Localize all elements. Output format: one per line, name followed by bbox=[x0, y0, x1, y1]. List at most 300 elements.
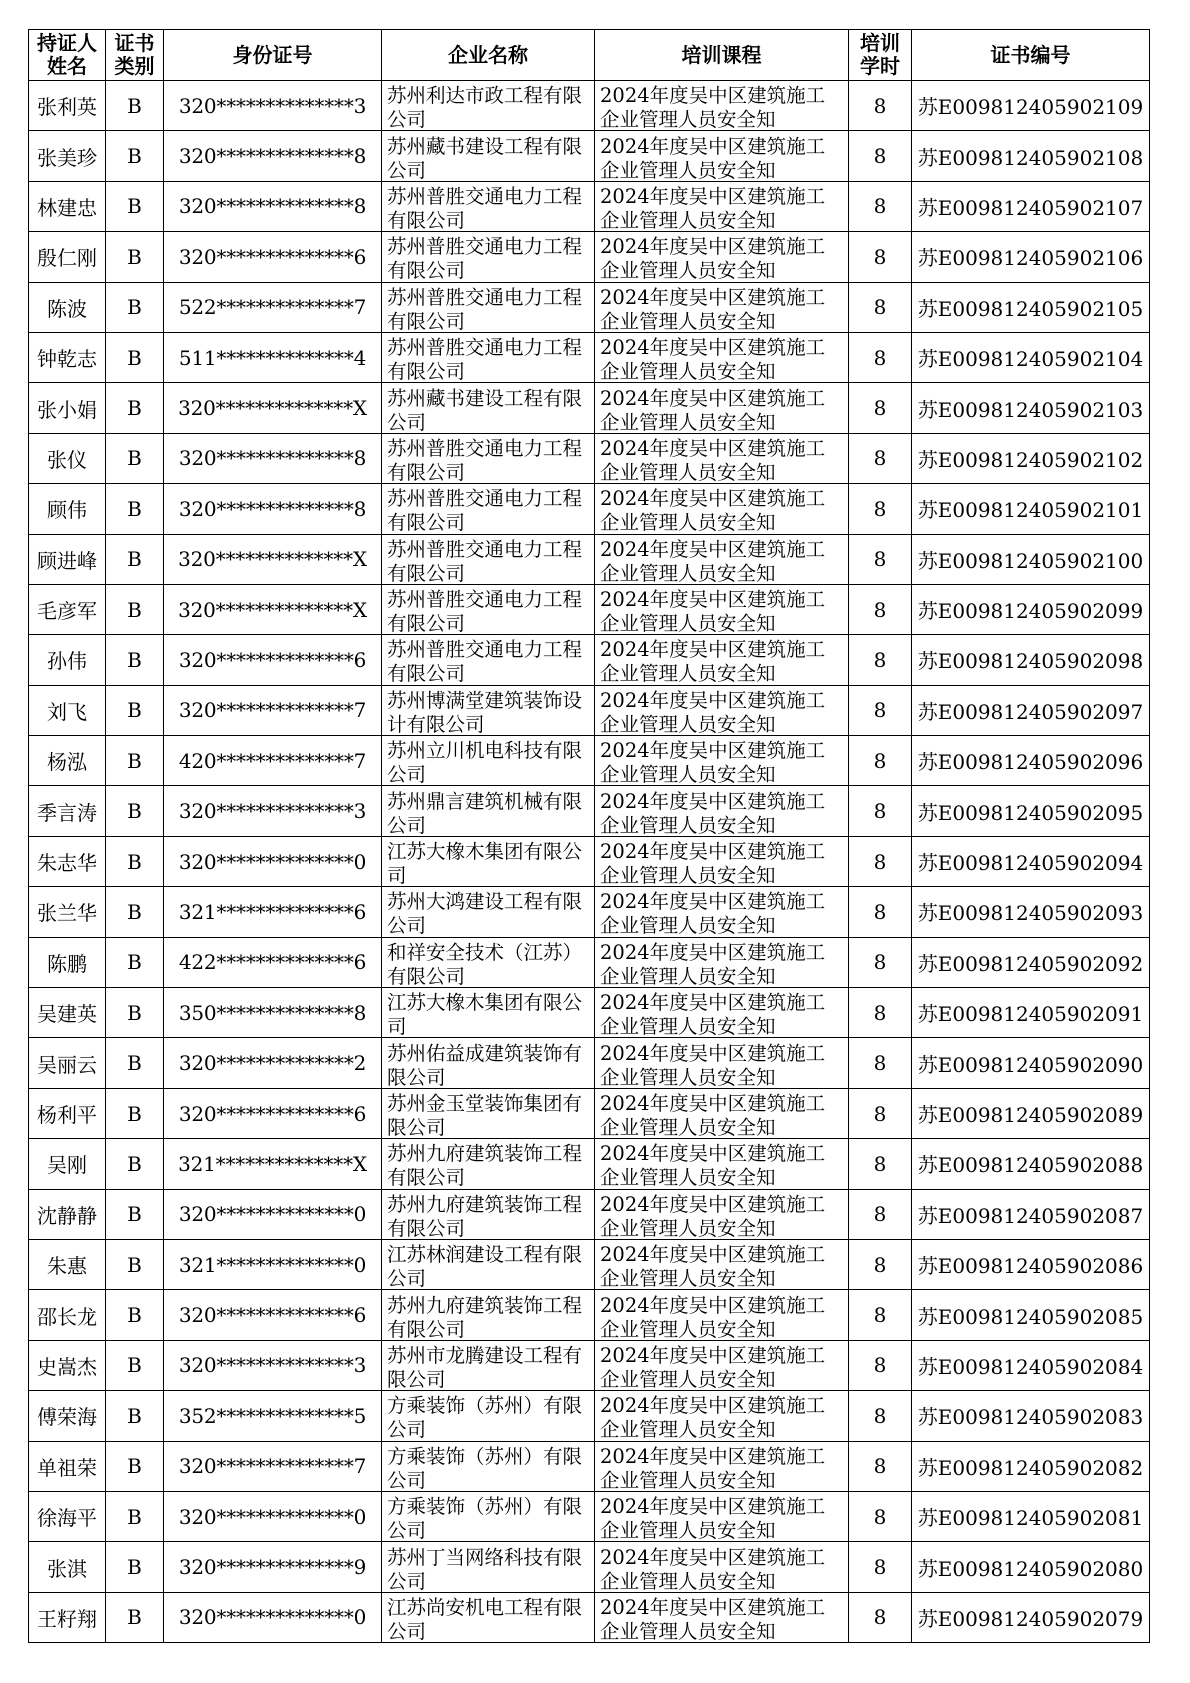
company-cell-text: 江苏大橡木集团有限公司 bbox=[387, 840, 583, 886]
company-cell-text: 苏州普胜交通电力工程有限公司 bbox=[387, 638, 583, 684]
company-cell-text: 苏州九府建筑装饰工程有限公司 bbox=[387, 1142, 583, 1188]
course-cell bbox=[595, 332, 849, 382]
cert-number-cell: 苏E009812405902105 bbox=[912, 282, 1150, 332]
course-cell bbox=[595, 1038, 849, 1088]
cert-type-cell: B bbox=[106, 383, 164, 433]
header-row bbox=[29, 30, 1150, 81]
table-row bbox=[29, 685, 1150, 735]
company-cell-text: 苏州立川机电科技有限公司 bbox=[387, 739, 583, 785]
holder-name-cell: 顾伟 bbox=[29, 484, 106, 534]
course-cell bbox=[595, 1592, 849, 1642]
course-cell bbox=[595, 1491, 849, 1541]
company-cell-text: 苏州佑益成建筑装饰有限公司 bbox=[387, 1041, 583, 1087]
course-cell bbox=[595, 131, 849, 181]
company-cell-text: 苏州市龙腾建设工程有限公司 bbox=[387, 1343, 583, 1389]
cert-type-cell: B bbox=[106, 1542, 164, 1592]
course-cell bbox=[595, 1340, 849, 1390]
id-number-cell: 320**************3 bbox=[164, 81, 382, 131]
hours-cell: 8 bbox=[849, 534, 912, 584]
hours-cell: 8 bbox=[849, 232, 912, 282]
course-cell bbox=[595, 1239, 849, 1289]
course-cell-text: 2024年度吴中区建筑施工企业管理人员安全知 bbox=[600, 1545, 826, 1591]
header-company: 企业名称 bbox=[382, 30, 595, 81]
cert-type-cell: B bbox=[106, 1491, 164, 1541]
course-cell-text: 2024年度吴中区建筑施工企业管理人员安全知 bbox=[600, 1394, 826, 1440]
cert-type-cell: B bbox=[106, 1239, 164, 1289]
table-row bbox=[29, 1542, 1150, 1592]
cert-number-cell: 苏E009812405902079 bbox=[912, 1592, 1150, 1642]
hours-cell: 8 bbox=[849, 433, 912, 483]
header-cert-number: 证书编号 bbox=[912, 30, 1150, 81]
course-cell bbox=[595, 534, 849, 584]
course-cell-text: 2024年度吴中区建筑施工企业管理人员安全知 bbox=[600, 1243, 826, 1289]
hours-cell: 8 bbox=[849, 1239, 912, 1289]
course-cell-text: 2024年度吴中区建筑施工企业管理人员安全知 bbox=[600, 588, 826, 634]
course-cell bbox=[595, 1441, 849, 1491]
company-cell-text: 苏州金玉堂装饰集团有限公司 bbox=[387, 1092, 583, 1137]
holder-name-cell: 孙伟 bbox=[29, 635, 106, 685]
cert-number-cell: 苏E009812405902086 bbox=[912, 1239, 1150, 1289]
id-number-cell: 320**************8 bbox=[164, 181, 382, 231]
holder-name-cell: 沈静静 bbox=[29, 1189, 106, 1239]
company-cell bbox=[382, 1340, 595, 1390]
course-cell-text: 2024年度吴中区建筑施工企业管理人员安全知 bbox=[600, 940, 826, 986]
table-row bbox=[29, 1290, 1150, 1340]
company-cell-text: 苏州九府建筑装饰工程有限公司 bbox=[387, 1293, 583, 1339]
holder-name-cell: 殷仁刚 bbox=[29, 232, 106, 282]
id-number-cell: 350**************8 bbox=[164, 988, 382, 1038]
company-cell-text: 江苏大橡木集团有限公司 bbox=[387, 991, 583, 1037]
hours-cell: 8 bbox=[849, 1189, 912, 1239]
company-cell-text: 苏州九府建筑装饰工程有限公司 bbox=[387, 1192, 583, 1238]
company-cell bbox=[382, 1491, 595, 1541]
cert-type-cell: B bbox=[106, 635, 164, 685]
company-cell bbox=[382, 786, 595, 836]
course-cell-text: 2024年度吴中区建筑施工企业管理人员安全知 bbox=[600, 336, 826, 382]
course-cell bbox=[595, 1189, 849, 1239]
holder-name-cell: 单祖荣 bbox=[29, 1441, 106, 1491]
cert-type-cell: B bbox=[106, 81, 164, 131]
table-row bbox=[29, 1592, 1150, 1642]
holder-name-cell: 朱志华 bbox=[29, 836, 106, 886]
company-cell-text: 苏州大鸿建设工程有限公司 bbox=[387, 890, 583, 936]
course-cell-text: 2024年度吴中区建筑施工企业管理人员安全知 bbox=[600, 134, 826, 180]
course-cell-text: 2024年度吴中区建筑施工企业管理人员安全知 bbox=[600, 739, 826, 785]
company-cell bbox=[382, 81, 595, 131]
company-cell-text: 苏州普胜交通电力工程有限公司 bbox=[387, 588, 583, 634]
cert-number-cell: 苏E009812405902080 bbox=[912, 1542, 1150, 1592]
hours-cell: 8 bbox=[849, 937, 912, 987]
cert-number-cell: 苏E009812405902090 bbox=[912, 1038, 1150, 1088]
table-header bbox=[29, 30, 1150, 81]
cert-type-cell: B bbox=[106, 282, 164, 332]
holder-name-cell: 吴丽云 bbox=[29, 1038, 106, 1088]
hours-cell: 8 bbox=[849, 131, 912, 181]
holder-name-cell: 吴刚 bbox=[29, 1139, 106, 1189]
table-row bbox=[29, 383, 1150, 433]
id-number-cell: 320**************X bbox=[164, 534, 382, 584]
id-number-cell: 320**************6 bbox=[164, 232, 382, 282]
cert-type-cell: B bbox=[106, 685, 164, 735]
table-row bbox=[29, 1038, 1150, 1088]
course-cell-text: 2024年度吴中区建筑施工企业管理人员安全知 bbox=[600, 1192, 826, 1238]
company-cell bbox=[382, 1239, 595, 1289]
cert-number-cell: 苏E009812405902092 bbox=[912, 937, 1150, 987]
company-cell-text: 方乘装饰（苏州）有限公司 bbox=[387, 1394, 583, 1440]
table-row bbox=[29, 81, 1150, 131]
hours-cell: 8 bbox=[849, 181, 912, 231]
id-number-cell: 320**************3 bbox=[164, 786, 382, 836]
course-cell-text: 2024年度吴中区建筑施工企业管理人员安全知 bbox=[600, 688, 826, 734]
company-cell bbox=[382, 1088, 595, 1138]
course-cell bbox=[595, 181, 849, 231]
course-cell bbox=[595, 232, 849, 282]
cert-type-cell: B bbox=[106, 1189, 164, 1239]
cert-type-cell: B bbox=[106, 484, 164, 534]
header-holder-name bbox=[29, 30, 106, 81]
holder-name-cell: 钟乾志 bbox=[29, 332, 106, 382]
table-row bbox=[29, 1391, 1150, 1441]
company-cell bbox=[382, 887, 595, 937]
hours-cell: 8 bbox=[849, 836, 912, 886]
cert-number-cell: 苏E009812405902097 bbox=[912, 685, 1150, 735]
hours-cell: 8 bbox=[849, 584, 912, 634]
hours-cell: 8 bbox=[849, 1038, 912, 1088]
hours-cell: 8 bbox=[849, 282, 912, 332]
company-cell bbox=[382, 836, 595, 886]
company-cell-text: 苏州普胜交通电力工程有限公司 bbox=[387, 537, 583, 583]
cert-type-cell: B bbox=[106, 1088, 164, 1138]
cert-number-cell: 苏E009812405902104 bbox=[912, 332, 1150, 382]
cert-type-cell: B bbox=[106, 786, 164, 836]
course-cell bbox=[595, 484, 849, 534]
cert-number-cell: 苏E009812405902106 bbox=[912, 232, 1150, 282]
course-cell-text: 2024年度吴中区建筑施工企业管理人员安全知 bbox=[600, 436, 826, 482]
hours-cell: 8 bbox=[849, 685, 912, 735]
course-cell-text: 2024年度吴中区建筑施工企业管理人员安全知 bbox=[600, 1041, 826, 1087]
table-row bbox=[29, 484, 1150, 534]
table-row bbox=[29, 1189, 1150, 1239]
holder-name-cell: 林建忠 bbox=[29, 181, 106, 231]
course-cell-text: 2024年度吴中区建筑施工企业管理人员安全知 bbox=[600, 840, 826, 886]
company-cell-text: 江苏林润建设工程有限公司 bbox=[387, 1243, 583, 1289]
cert-type-cell: B bbox=[106, 1038, 164, 1088]
course-cell-text: 2024年度吴中区建筑施工企业管理人员安全知 bbox=[600, 1092, 826, 1137]
table-row bbox=[29, 1491, 1150, 1541]
cert-number-cell: 苏E009812405902103 bbox=[912, 383, 1150, 433]
company-cell bbox=[382, 181, 595, 231]
company-cell bbox=[382, 1592, 595, 1642]
cert-number-cell: 苏E009812405902108 bbox=[912, 131, 1150, 181]
course-cell-text: 2024年度吴中区建筑施工企业管理人员安全知 bbox=[600, 1343, 826, 1389]
id-number-cell: 320**************3 bbox=[164, 1340, 382, 1390]
holder-name-cell: 季言涛 bbox=[29, 786, 106, 836]
company-cell bbox=[382, 736, 595, 786]
id-number-cell: 320**************6 bbox=[164, 1088, 382, 1138]
cert-number-cell: 苏E009812405902094 bbox=[912, 836, 1150, 886]
cert-type-cell: B bbox=[106, 433, 164, 483]
header-hours-label: 培训学时 bbox=[860, 31, 900, 78]
holder-name-cell: 顾进峰 bbox=[29, 534, 106, 584]
cert-type-cell: B bbox=[106, 1441, 164, 1491]
cert-type-cell: B bbox=[106, 181, 164, 231]
course-cell bbox=[595, 836, 849, 886]
hours-cell: 8 bbox=[849, 1491, 912, 1541]
holder-name-cell: 杨利平 bbox=[29, 1088, 106, 1138]
hours-cell: 8 bbox=[849, 383, 912, 433]
cert-type-cell: B bbox=[106, 1340, 164, 1390]
cert-type-cell: B bbox=[106, 131, 164, 181]
course-cell-text: 2024年度吴中区建筑施工企业管理人员安全知 bbox=[600, 991, 826, 1037]
holder-name-cell: 史嵩杰 bbox=[29, 1340, 106, 1390]
hours-cell: 8 bbox=[849, 1088, 912, 1138]
id-number-cell: 352**************5 bbox=[164, 1391, 382, 1441]
id-number-cell: 420**************7 bbox=[164, 736, 382, 786]
course-cell-text: 2024年度吴中区建筑施工企业管理人员安全知 bbox=[600, 487, 826, 533]
cert-type-cell: B bbox=[106, 534, 164, 584]
holder-name-cell: 陈波 bbox=[29, 282, 106, 332]
cert-number-cell: 苏E009812405902087 bbox=[912, 1189, 1150, 1239]
header-cert-type-label: 证书类别 bbox=[114, 31, 155, 78]
course-cell-text: 2024年度吴中区建筑施工企业管理人员安全知 bbox=[600, 285, 826, 331]
company-cell bbox=[382, 383, 595, 433]
course-cell bbox=[595, 1542, 849, 1592]
course-cell-text: 2024年度吴中区建筑施工企业管理人员安全知 bbox=[600, 638, 826, 684]
table-row bbox=[29, 232, 1150, 282]
hours-cell: 8 bbox=[849, 736, 912, 786]
course-cell bbox=[595, 1290, 849, 1340]
holder-name-cell: 徐海平 bbox=[29, 1491, 106, 1541]
course-cell-text: 2024年度吴中区建筑施工企业管理人员安全知 bbox=[600, 235, 826, 281]
hours-cell: 8 bbox=[849, 635, 912, 685]
table-row bbox=[29, 736, 1150, 786]
course-cell bbox=[595, 937, 849, 987]
holder-name-cell: 朱惠 bbox=[29, 1239, 106, 1289]
company-cell-text: 方乘装饰（苏州）有限公司 bbox=[387, 1444, 583, 1490]
table-row bbox=[29, 1441, 1150, 1491]
holder-name-cell: 邵长龙 bbox=[29, 1290, 106, 1340]
id-number-cell: 320**************0 bbox=[164, 836, 382, 886]
hours-cell: 8 bbox=[849, 1340, 912, 1390]
header-holder-name-label: 持证人姓名 bbox=[37, 31, 97, 78]
course-cell-text: 2024年度吴中区建筑施工企业管理人员安全知 bbox=[600, 1293, 826, 1339]
header-hours bbox=[849, 30, 912, 81]
hours-cell: 8 bbox=[849, 1542, 912, 1592]
hours-cell: 8 bbox=[849, 786, 912, 836]
company-cell-text: 苏州普胜交通电力工程有限公司 bbox=[387, 487, 583, 533]
id-number-cell: 320**************0 bbox=[164, 1189, 382, 1239]
header-course: 培训课程 bbox=[595, 30, 849, 81]
company-cell bbox=[382, 131, 595, 181]
company-cell bbox=[382, 232, 595, 282]
course-cell-text: 2024年度吴中区建筑施工企业管理人员安全知 bbox=[600, 1444, 826, 1490]
cert-number-cell: 苏E009812405902101 bbox=[912, 484, 1150, 534]
table-row bbox=[29, 635, 1150, 685]
course-cell bbox=[595, 786, 849, 836]
id-number-cell: 511**************4 bbox=[164, 332, 382, 382]
cert-number-cell: 苏E009812405902089 bbox=[912, 1088, 1150, 1138]
cert-type-cell: B bbox=[106, 1391, 164, 1441]
company-cell bbox=[382, 937, 595, 987]
certificate-table bbox=[28, 29, 1150, 1643]
holder-name-cell: 张仪 bbox=[29, 433, 106, 483]
company-cell-text: 苏州普胜交通电力工程有限公司 bbox=[387, 285, 583, 331]
table-row bbox=[29, 836, 1150, 886]
hours-cell: 8 bbox=[849, 1391, 912, 1441]
cert-type-cell: B bbox=[106, 1592, 164, 1642]
cert-number-cell: 苏E009812405902081 bbox=[912, 1491, 1150, 1541]
id-number-cell: 320**************X bbox=[164, 584, 382, 634]
id-number-cell: 320**************2 bbox=[164, 1038, 382, 1088]
company-cell-text: 苏州普胜交通电力工程有限公司 bbox=[387, 436, 583, 482]
table-row bbox=[29, 786, 1150, 836]
cert-number-cell: 苏E009812405902091 bbox=[912, 988, 1150, 1038]
holder-name-cell: 张淇 bbox=[29, 1542, 106, 1592]
course-cell bbox=[595, 887, 849, 937]
table-row bbox=[29, 534, 1150, 584]
table-row bbox=[29, 1340, 1150, 1390]
id-number-cell: 320**************0 bbox=[164, 1491, 382, 1541]
cert-number-cell: 苏E009812405902098 bbox=[912, 635, 1150, 685]
course-cell-text: 2024年度吴中区建筑施工企业管理人员安全知 bbox=[600, 537, 826, 583]
course-cell-text: 2024年度吴中区建筑施工企业管理人员安全知 bbox=[600, 1495, 826, 1541]
company-cell-text: 江苏尚安机电工程有限公司 bbox=[387, 1595, 583, 1641]
hours-cell: 8 bbox=[849, 988, 912, 1038]
company-cell bbox=[382, 534, 595, 584]
cert-type-cell: B bbox=[106, 988, 164, 1038]
table-row bbox=[29, 937, 1150, 987]
company-cell bbox=[382, 1189, 595, 1239]
company-cell bbox=[382, 1542, 595, 1592]
cert-type-cell: B bbox=[106, 736, 164, 786]
id-number-cell: 422**************6 bbox=[164, 937, 382, 987]
cert-number-cell: 苏E009812405902096 bbox=[912, 736, 1150, 786]
table-row bbox=[29, 1239, 1150, 1289]
header-cert-type bbox=[106, 30, 164, 81]
header-id-number: 身份证号 bbox=[164, 30, 382, 81]
cert-type-cell: B bbox=[106, 332, 164, 382]
table-row bbox=[29, 433, 1150, 483]
cert-number-cell: 苏E009812405902095 bbox=[912, 786, 1150, 836]
hours-cell: 8 bbox=[849, 1441, 912, 1491]
course-cell bbox=[595, 635, 849, 685]
table-row bbox=[29, 584, 1150, 634]
course-cell bbox=[595, 988, 849, 1038]
id-number-cell: 320**************9 bbox=[164, 1542, 382, 1592]
company-cell-text: 苏州普胜交通电力工程有限公司 bbox=[387, 235, 583, 281]
id-number-cell: 320**************6 bbox=[164, 635, 382, 685]
company-cell bbox=[382, 1441, 595, 1491]
company-cell-text: 苏州普胜交通电力工程有限公司 bbox=[387, 184, 583, 230]
cert-type-cell: B bbox=[106, 1139, 164, 1189]
id-number-cell: 321**************X bbox=[164, 1139, 382, 1189]
company-cell-text: 苏州藏书建设工程有限公司 bbox=[387, 134, 583, 180]
course-cell bbox=[595, 1088, 849, 1138]
id-number-cell: 522**************7 bbox=[164, 282, 382, 332]
company-cell-text: 苏州藏书建设工程有限公司 bbox=[387, 386, 583, 432]
table-row bbox=[29, 887, 1150, 937]
course-cell bbox=[595, 383, 849, 433]
company-cell bbox=[382, 282, 595, 332]
cert-number-cell: 苏E009812405902093 bbox=[912, 887, 1150, 937]
id-number-cell: 320**************8 bbox=[164, 484, 382, 534]
hours-cell: 8 bbox=[849, 484, 912, 534]
id-number-cell: 320**************8 bbox=[164, 433, 382, 483]
course-cell-text: 2024年度吴中区建筑施工企业管理人员安全知 bbox=[600, 890, 826, 936]
table-row bbox=[29, 1088, 1150, 1138]
table-row bbox=[29, 181, 1150, 231]
company-cell bbox=[382, 433, 595, 483]
company-cell bbox=[382, 988, 595, 1038]
company-cell bbox=[382, 1038, 595, 1088]
holder-name-cell: 陈鹏 bbox=[29, 937, 106, 987]
hours-cell: 8 bbox=[849, 81, 912, 131]
id-number-cell: 320**************6 bbox=[164, 1290, 382, 1340]
company-cell bbox=[382, 1391, 595, 1441]
cert-number-cell: 苏E009812405902107 bbox=[912, 181, 1150, 231]
cert-type-cell: B bbox=[106, 887, 164, 937]
hours-cell: 8 bbox=[849, 1139, 912, 1189]
company-cell bbox=[382, 332, 595, 382]
cert-number-cell: 苏E009812405902082 bbox=[912, 1441, 1150, 1491]
course-cell-text: 2024年度吴中区建筑施工企业管理人员安全知 bbox=[600, 1142, 826, 1188]
course-cell bbox=[595, 1139, 849, 1189]
holder-name-cell: 刘飞 bbox=[29, 685, 106, 735]
table-body bbox=[29, 81, 1150, 1643]
company-cell bbox=[382, 635, 595, 685]
id-number-cell: 321**************6 bbox=[164, 887, 382, 937]
cert-type-cell: B bbox=[106, 836, 164, 886]
id-number-cell: 320**************0 bbox=[164, 1592, 382, 1642]
hours-cell: 8 bbox=[849, 887, 912, 937]
company-cell bbox=[382, 685, 595, 735]
course-cell bbox=[595, 584, 849, 634]
course-cell-text: 2024年度吴中区建筑施工企业管理人员安全知 bbox=[600, 184, 826, 230]
table-row bbox=[29, 131, 1150, 181]
company-cell-text: 苏州博满堂建筑装饰设计有限公司 bbox=[387, 688, 583, 734]
course-cell-text: 2024年度吴中区建筑施工企业管理人员安全知 bbox=[600, 84, 826, 130]
company-cell-text: 方乘装饰（苏州）有限公司 bbox=[387, 1495, 583, 1541]
company-cell-text: 苏州鼎言建筑机械有限公司 bbox=[387, 789, 583, 835]
cert-number-cell: 苏E009812405902102 bbox=[912, 433, 1150, 483]
holder-name-cell: 张小娟 bbox=[29, 383, 106, 433]
course-cell-text: 2024年度吴中区建筑施工企业管理人员安全知 bbox=[600, 789, 826, 835]
company-cell-text: 苏州利达市政工程有限公司 bbox=[387, 84, 583, 130]
cert-type-cell: B bbox=[106, 232, 164, 282]
table-row bbox=[29, 282, 1150, 332]
id-number-cell: 320**************7 bbox=[164, 685, 382, 735]
cert-number-cell: 苏E009812405902088 bbox=[912, 1139, 1150, 1189]
holder-name-cell: 吴建英 bbox=[29, 988, 106, 1038]
company-cell bbox=[382, 1139, 595, 1189]
cert-type-cell: B bbox=[106, 937, 164, 987]
course-cell bbox=[595, 81, 849, 131]
company-cell-text: 和祥安全技术（江苏）有限公司 bbox=[387, 940, 583, 986]
cert-number-cell: 苏E009812405902100 bbox=[912, 534, 1150, 584]
id-number-cell: 321**************0 bbox=[164, 1239, 382, 1289]
table-row bbox=[29, 332, 1150, 382]
cert-number-cell: 苏E009812405902085 bbox=[912, 1290, 1150, 1340]
course-cell bbox=[595, 736, 849, 786]
id-number-cell: 320**************8 bbox=[164, 131, 382, 181]
company-cell bbox=[382, 1290, 595, 1340]
table-row bbox=[29, 988, 1150, 1038]
hours-cell: 8 bbox=[849, 1290, 912, 1340]
holder-name-cell: 张美珍 bbox=[29, 131, 106, 181]
company-cell-text: 苏州丁当网络科技有限公司 bbox=[387, 1545, 583, 1591]
course-cell bbox=[595, 282, 849, 332]
company-cell bbox=[382, 584, 595, 634]
